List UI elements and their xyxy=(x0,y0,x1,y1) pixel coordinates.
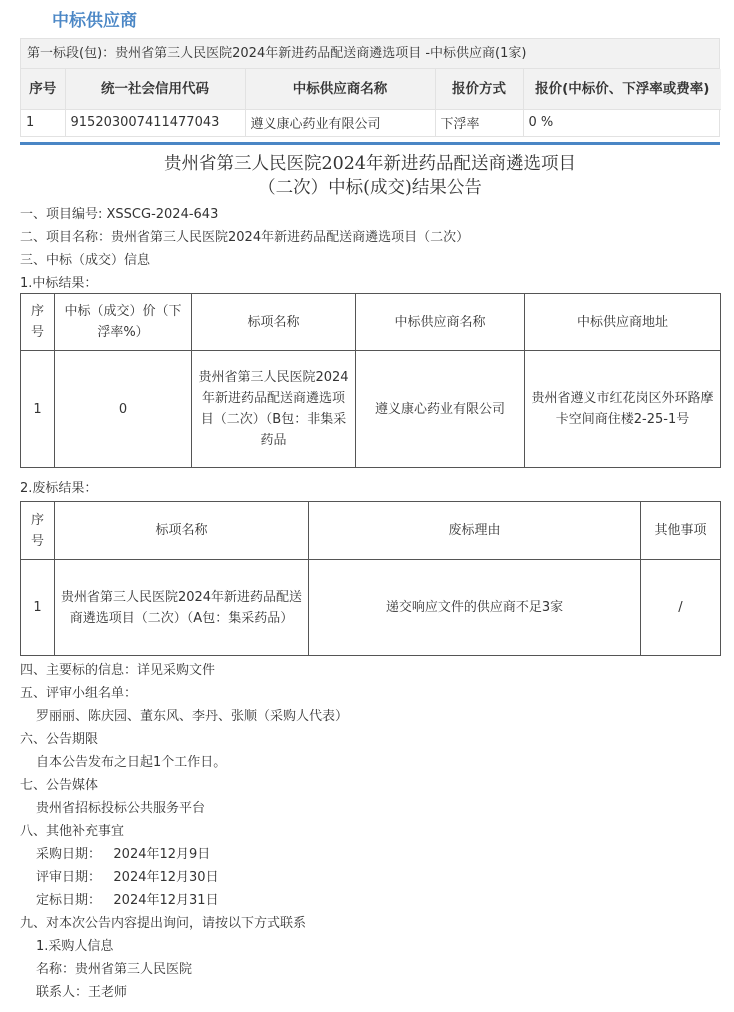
review-panel-members: 罗丽丽、陈庆园、董东风、李丹、张顺（采购人代表） xyxy=(36,709,349,724)
cell-reason: 递交响应文件的供应商不足3家 xyxy=(309,560,641,656)
cell-code: 915203007411477043 xyxy=(65,109,245,136)
col-header-price: 报价(中标价、下浮率或费率) xyxy=(523,69,721,109)
cell-no: 1 xyxy=(21,109,65,136)
cell-method: 下浮率 xyxy=(435,109,523,136)
cell-name: 遵义康心药业有限公司 xyxy=(245,109,435,136)
col-header-price: 中标（成交）价（下浮率%） xyxy=(55,294,192,351)
item-project-name: 二、项目名称：贵州省第三人民医院2024年新进药品配送商遴选项目（二次） xyxy=(20,230,470,245)
win-result-label: 1.中标结果： xyxy=(20,276,98,291)
notice-media-text: 贵州省招标投标公共服务平台 xyxy=(36,801,206,816)
divider xyxy=(20,142,720,145)
fail-result-table xyxy=(20,501,721,656)
col-header-other: 其他事项 xyxy=(641,502,721,560)
cell-price: 0 xyxy=(55,351,192,468)
contact-name: 名称：贵州省第三人民医院 xyxy=(36,962,193,977)
cell-no: 1 xyxy=(21,351,55,468)
table-row xyxy=(21,560,721,656)
page-title: 中标供应商 xyxy=(52,11,137,31)
col-header-lot: 标项名称 xyxy=(55,502,309,560)
date-review: 评审日期： 2024年12月30日 xyxy=(36,870,219,885)
date-award: 定标日期： 2024年12月31日 xyxy=(36,893,219,908)
item-notice-period: 六、公告期限 xyxy=(20,732,99,747)
cell-other: / xyxy=(641,560,721,656)
col-header-reason: 废标理由 xyxy=(309,502,641,560)
item-notice-media: 七、公告媒体 xyxy=(20,778,99,793)
col-header-name: 中标供应商名称 xyxy=(245,69,435,109)
item-project-code: 一、项目编号: XSSCG-2024-643 xyxy=(20,207,219,222)
col-header-method: 报价方式 xyxy=(435,69,523,109)
item-main-target: 四、主要标的信息：详见采购文件 xyxy=(20,663,216,678)
cell-price: 0 % xyxy=(528,115,554,131)
table-header-row xyxy=(21,294,721,351)
cell-lot: 贵州省第三人民医院2024年新进药品配送商遴选项目（二次）（B包：非集采药品 xyxy=(192,351,356,468)
supplier-table xyxy=(21,69,721,136)
date-purchase: 采购日期： 2024年12月9日 xyxy=(36,847,211,862)
col-header-no: 序号 xyxy=(21,502,55,560)
table-row xyxy=(21,351,721,468)
col-header-no: 序号 xyxy=(21,69,65,109)
fail-result-label: 2.废标结果： xyxy=(20,481,98,496)
cell-lot: 贵州省第三人民医院2024年新进药品配送商遴选项目（二次）（A包：集采药品） xyxy=(55,560,309,656)
cell-address: 贵州省遵义市红花岗区外环路摩卡空间商住楼2-25-1号 xyxy=(525,351,721,468)
col-header-address: 中标供应商地址 xyxy=(525,294,721,351)
cell-supplier: 遵义康心药业有限公司 xyxy=(356,351,525,468)
contact-person: 联系人：王老师 xyxy=(36,985,128,1000)
item-contact: 九、对本次公告内容提出询问，请按以下方式联系 xyxy=(20,916,307,931)
col-header-supplier: 中标供应商名称 xyxy=(356,294,525,351)
table-row xyxy=(21,109,721,136)
item-win-info: 三、中标（成交）信息 xyxy=(20,253,151,268)
announcement-title-line1: 贵州省第三人民医院2024年新进药品配送商遴选项目 xyxy=(163,154,577,174)
contact-subheading: 1.采购人信息 xyxy=(36,939,114,954)
col-header-no: 序号 xyxy=(21,294,55,351)
col-header-code: 统一社会信用代码 xyxy=(65,69,245,109)
notice-period-text: 自本公告发布之日起1个工作日。 xyxy=(36,755,227,770)
item-other-matters: 八、其他补充事宜 xyxy=(20,824,125,839)
cell-no: 1 xyxy=(21,560,55,656)
item-review-panel: 五、评审小组名单： xyxy=(20,686,138,701)
table-header-row xyxy=(21,69,721,109)
table-header-row xyxy=(21,502,721,560)
section-label: 第一标段(包)：贵州省第三人民医院2024年新进药品配送商遴选项目 -中标供应商(1家) xyxy=(21,39,719,69)
supplier-box xyxy=(20,38,720,137)
col-header-lot: 标项名称 xyxy=(192,294,356,351)
announcement-title-line2: （二次）中标(成交)结果公告 xyxy=(258,178,482,198)
win-result-table xyxy=(20,293,721,468)
